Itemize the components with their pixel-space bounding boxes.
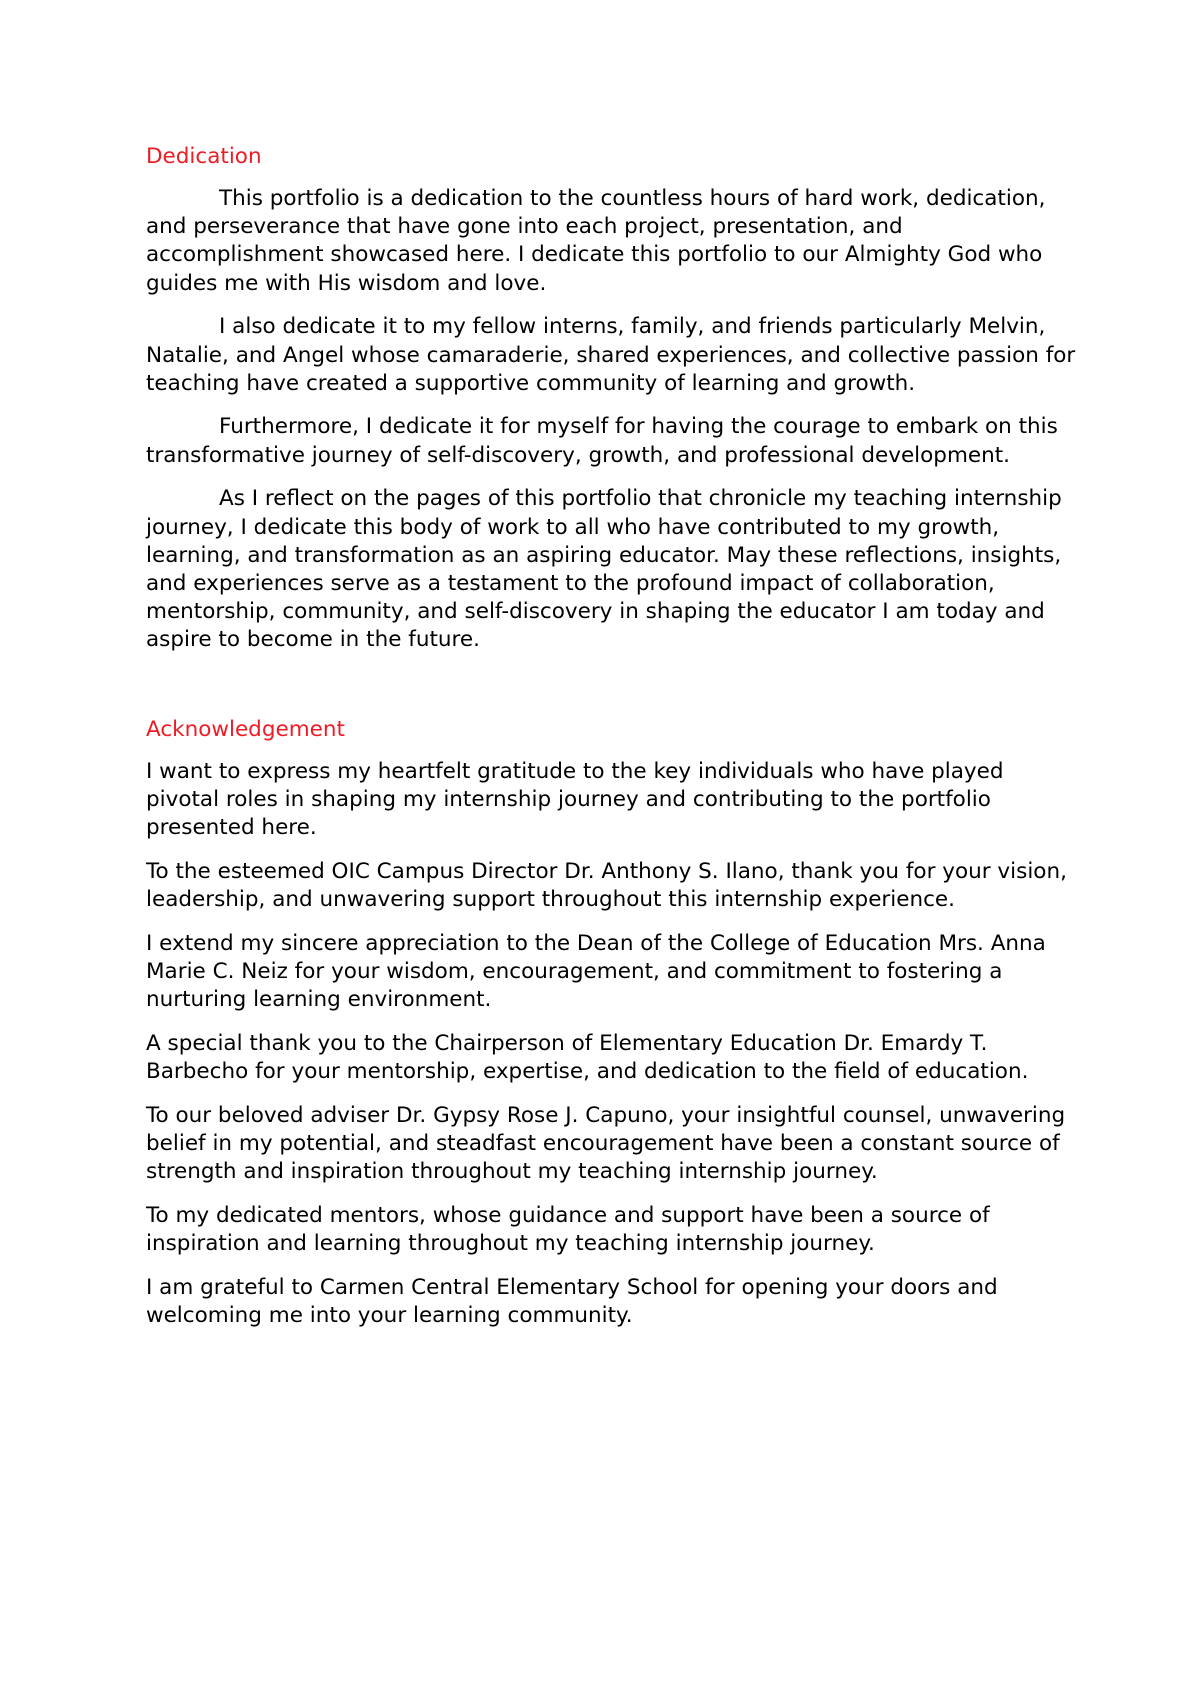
acknowledgement-paragraph: To the esteemed OIC Campus Director Dr. Anthony S. Ilano, thank you for your vision, leadership, and unwavering support throughout this internship experience. — [146, 859, 1067, 913]
dedication-paragraph: I also dedicate it to my fellow interns, family, and friends particularly Melvin, Natalie, and Angel whose camaraderie, shared experiences, and collective passion for teaching have created a supportive community of learning and growth. — [146, 314, 1076, 396]
acknowledgement-paragraph: To our beloved adviser Dr. Gypsy Rose J. Capuno, your insightful counsel, unwavering belief in my potential, and steadfast encouragement have been a constant source of strength and inspiration throughout my teaching internship journey. — [146, 1103, 1066, 1185]
section-spacer — [146, 670, 1076, 716]
document-content — [146, 143, 1076, 1346]
dedication-paragraph: Furthermore, I dedicate it for myself for having the courage to embark on this transformative journey of self-discovery, growth, and professional development. — [146, 414, 1058, 468]
acknowledgement-paragraph: I am grateful to Carmen Central Elementary School for opening your doors and welcoming me into your learning community. — [146, 1275, 998, 1329]
dedication-heading: Dedication — [146, 144, 262, 169]
acknowledgement-heading: Acknowledgement — [146, 717, 345, 743]
acknowledgement-paragraph: I want to express my heartfelt gratitude to the key individuals who have played pivotal roles in shaping my internship journey and contributing to the portfolio presented here. — [146, 759, 1004, 841]
acknowledgement-paragraph: To my dedicated mentors, whose guidance and support have been a source of inspiration and learning throughout my teaching internship journey. — [146, 1203, 990, 1257]
acknowledgement-paragraph: A special thank you to the Chairperson of Elementary Education Dr. Emardy T. Barbecho for your mentorship, expertise, and dedication to the field of education. — [146, 1031, 1029, 1085]
dedication-paragraph: This portfolio is a dedication to the countless hours of hard work, dedication, and perseverance that have gone into each project, presentation, and accomplishment showcased here. I dedicate this portfolio to our Almighty God who guides me with His wisdom and love. — [146, 186, 1046, 296]
dedication-paragraph: As I reflect on the pages of this portfolio that chronicle my teaching internship journey, I dedicate this body of work to all who have contributed to my growth, learning, and transformation as an aspiring educator. May these reflections, insights, and experiences serve as a testament to the profound impact of collaboration, mentorship, community, and self-discovery in shaping the educator I am today and aspire to become in the future. — [146, 486, 1062, 653]
dedication-section — [146, 143, 1076, 655]
acknowledgement-paragraph: I extend my sincere appreciation to the Dean of the College of Education Mrs. Anna Marie C. Neiz for your wisdom, encouragement, and commitment to fostering a nurturing learning environment. — [146, 931, 1046, 1013]
acknowledgement-section — [146, 716, 1076, 1330]
